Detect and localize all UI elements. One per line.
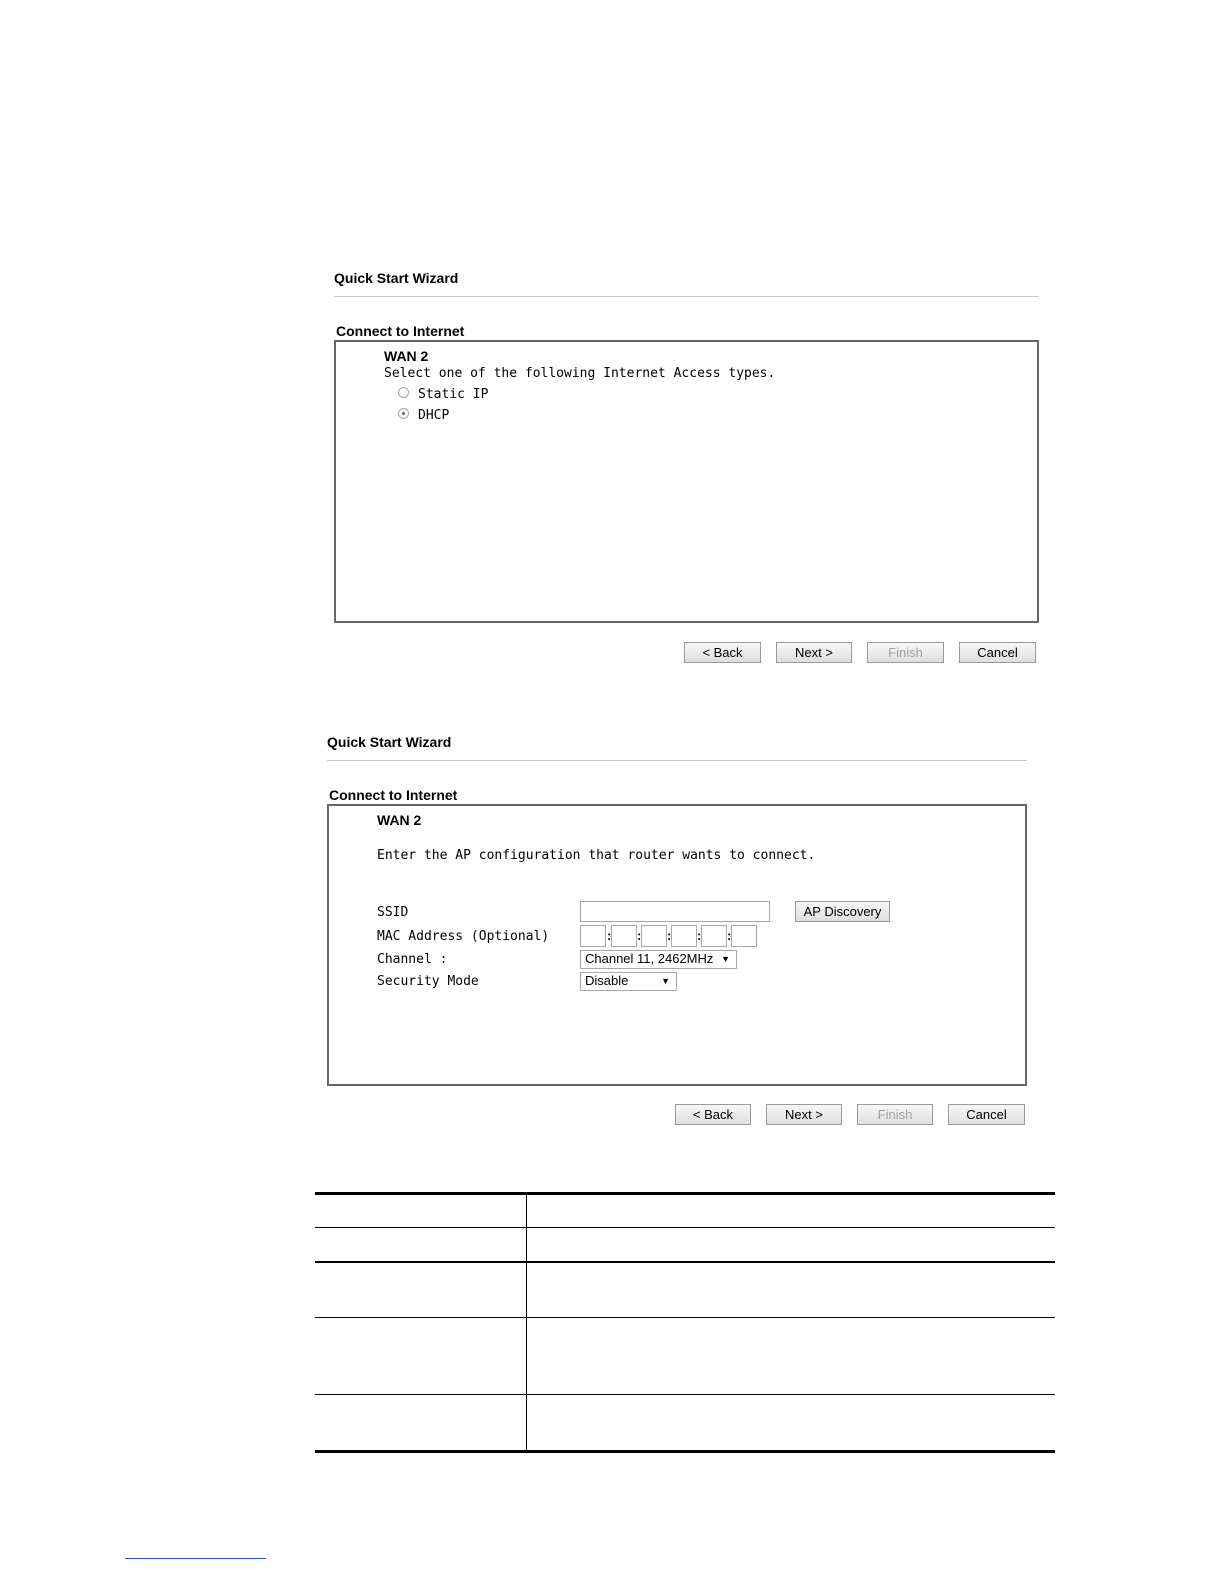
mac-separator: :	[637, 928, 642, 943]
mac-separator: :	[727, 928, 732, 943]
access-type-prompt: Select one of the following Internet Access types.	[384, 366, 776, 381]
mac-octet-5[interactable]	[701, 925, 727, 947]
table-row-divider	[315, 1317, 1055, 1318]
back-button[interactable]: < Back	[684, 642, 761, 663]
security-mode-select[interactable]	[580, 972, 677, 991]
mac-octet-3[interactable]	[641, 925, 667, 947]
mac-address-label: MAC Address (Optional)	[377, 929, 550, 944]
next-button[interactable]: Next >	[776, 642, 852, 663]
table-row-divider	[315, 1394, 1055, 1395]
mac-octet-2[interactable]	[611, 925, 637, 947]
wan-label: WAN 2	[384, 348, 429, 364]
ssid-label: SSID	[377, 905, 409, 920]
ap-discovery-button[interactable]: AP Discovery	[795, 901, 890, 922]
wizard2-divider	[327, 760, 1027, 761]
finish-button[interactable]: Finish	[867, 642, 944, 663]
footer-link-rule	[125, 1558, 266, 1559]
mac-octet-6[interactable]	[731, 925, 757, 947]
channel-label: Channel :	[377, 952, 448, 967]
table-row-divider	[315, 1227, 1055, 1228]
static-ip-label: Static IP	[418, 387, 489, 402]
dhcp-label: DHCP	[418, 408, 450, 423]
table-column-divider	[526, 1192, 527, 1453]
static-ip-radio[interactable]	[398, 387, 409, 398]
security-mode-value: Disable	[585, 973, 629, 988]
back-button[interactable]: < Back	[675, 1104, 751, 1125]
wizard1-panel	[334, 340, 1039, 623]
wizard1-title: Quick Start Wizard	[334, 270, 459, 286]
ap-config-prompt: Enter the AP configuration that router wants to connect.	[377, 848, 816, 863]
table-row-divider	[315, 1261, 1055, 1263]
mac-separator: :	[697, 928, 702, 943]
mac-octet-4[interactable]	[671, 925, 697, 947]
mac-separator: :	[607, 928, 612, 943]
wizard2-title: Quick Start Wizard	[327, 734, 452, 750]
cancel-button[interactable]: Cancel	[959, 642, 1036, 663]
wan-label: WAN 2	[377, 812, 422, 828]
wizard1-divider	[334, 296, 1039, 297]
next-button[interactable]: Next >	[766, 1104, 842, 1125]
wizard2-panel	[327, 804, 1027, 1086]
cancel-button[interactable]: Cancel	[948, 1104, 1025, 1125]
dropdown-arrow-icon: ▼	[721, 954, 730, 964]
wizard2-section-title: Connect to Internet	[329, 787, 458, 803]
dropdown-arrow-icon: ▼	[661, 976, 670, 986]
dhcp-radio[interactable]	[398, 408, 409, 419]
mac-octet-1[interactable]	[580, 925, 606, 947]
finish-button[interactable]: Finish	[857, 1104, 933, 1125]
ssid-input[interactable]	[580, 901, 770, 922]
table-bottom-border	[315, 1450, 1055, 1453]
security-mode-label: Security Mode	[377, 974, 479, 989]
mac-separator: :	[667, 928, 672, 943]
table-top-border	[315, 1192, 1055, 1195]
channel-select[interactable]	[580, 950, 737, 969]
channel-value: Channel 11, 2462MHz	[585, 951, 714, 966]
wizard1-section-title: Connect to Internet	[336, 323, 465, 339]
